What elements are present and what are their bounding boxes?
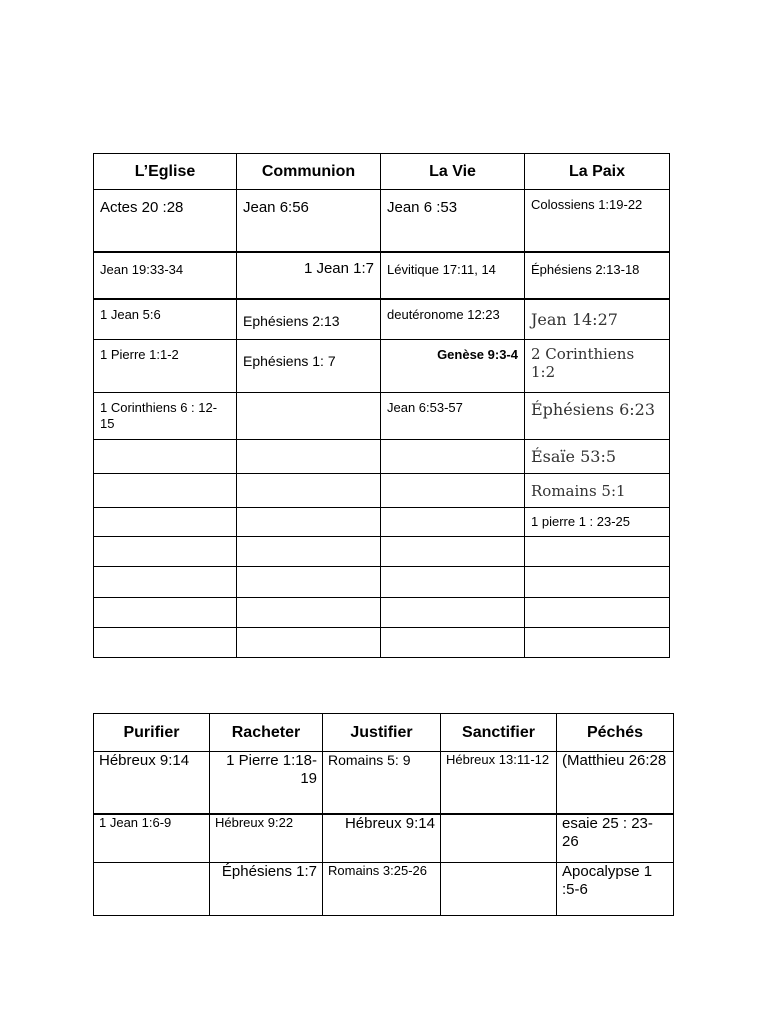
table-cell: Jean 14:27 [525,299,670,340]
header-cell: Péchés [557,714,674,752]
table-cell [237,628,381,658]
table-cell [381,628,525,658]
table-cell [94,567,237,598]
table-cell [94,863,210,916]
table-cell [441,814,557,863]
table-cell: Ephésiens 1: 7 [237,340,381,393]
table-cell: 1 Pierre 1:18-19 [210,752,323,814]
table-cell [94,508,237,537]
table-cell [381,508,525,537]
table-cell [525,537,670,567]
table-header-row [94,714,674,752]
table-cell: 1 Jean 1:7 [237,252,381,299]
table-cell: Apocalypse 1 :5-6 [557,863,674,916]
table-cell: esaie 25 : 23-26 [557,814,674,863]
table-cell: Jean 19:33-34 [94,252,237,299]
table-cell [94,628,237,658]
header-cell: Justifier [323,714,441,752]
header-cell: La Vie [381,154,525,190]
header-cell: La Paix [525,154,670,190]
table-cell: Romains 5: 9 [323,752,441,814]
table-cell [237,537,381,567]
header-cell: L’Eglise [94,154,237,190]
table-cell [237,393,381,440]
table-cell: Ésaïe 53:5 [525,440,670,474]
table-cell: Jean 6:53-57 [381,393,525,440]
table-cell [441,863,557,916]
table-cell [94,598,237,628]
table-cell [237,598,381,628]
table-row [94,567,670,598]
table-cell: Jean 6 :53 [381,190,525,252]
table-cell [381,440,525,474]
header-cell: Racheter [210,714,323,752]
table-cell: 1 Corinthiens 6 : 12-15 [94,393,237,440]
table-cell: Éphésiens 6:23 [525,393,670,440]
table-cell: Jean 6:56 [237,190,381,252]
table-cell [237,474,381,508]
table-cell [525,628,670,658]
theme-table-2 [93,713,674,916]
table-cell [237,508,381,537]
table-cell: Éphésiens 2:13-18 [525,252,670,299]
table-cell: Actes 20 :28 [94,190,237,252]
table-cell: Hébreux 9:14 [94,752,210,814]
table-row [94,340,670,393]
table-cell: Romains 3:25-26 [323,863,441,916]
table-row [94,752,674,814]
theme-table-1 [93,153,670,658]
table-cell: Hébreux 9:14 [323,814,441,863]
table-row [94,628,670,658]
table-row [94,252,670,299]
table-cell [237,440,381,474]
table-cell: 1 pierre 1 : 23-25 [525,508,670,537]
table-cell [381,567,525,598]
table-cell [381,474,525,508]
table-row [94,299,670,340]
table-row [94,508,670,537]
table-row [94,190,670,252]
table-cell: 1 Jean 5:6 [94,299,237,340]
table-cell: (Matthieu 26:28 [557,752,674,814]
header-cell: Sanctifier [441,714,557,752]
table-cell: Genèse 9:3-4 [381,340,525,393]
table-cell: Éphésiens 1:7 [210,863,323,916]
table-row [94,474,670,508]
table-cell: Lévitique 17:11, 14 [381,252,525,299]
table-cell: Romains 5:1 [525,474,670,508]
table-row [94,598,670,628]
table-cell [94,474,237,508]
table-row [94,537,670,567]
table-row [94,393,670,440]
table-cell: deutéronome 12:23 [381,299,525,340]
header-cell: Communion [237,154,381,190]
table-cell [525,567,670,598]
table-cell: Colossiens 1:19-22 [525,190,670,252]
table-row [94,863,674,916]
table-cell: Hébreux 13:11-12 [441,752,557,814]
table-cell [525,598,670,628]
header-cell: Purifier [94,714,210,752]
table-cell: 2 Corinthiens 1:2 [525,340,670,393]
table-cell: 1 Pierre 1:1-2 [94,340,237,393]
table-header-row [94,154,670,190]
table-cell [94,440,237,474]
table-cell [94,537,237,567]
table-row [94,814,674,863]
table-cell [381,537,525,567]
table-cell: 1 Jean 1:6-9 [94,814,210,863]
table-cell: Hébreux 9:22 [210,814,323,863]
table-row [94,440,670,474]
table-cell [237,567,381,598]
table-cell: Ephésiens 2:13 [237,299,381,340]
table-cell [381,598,525,628]
